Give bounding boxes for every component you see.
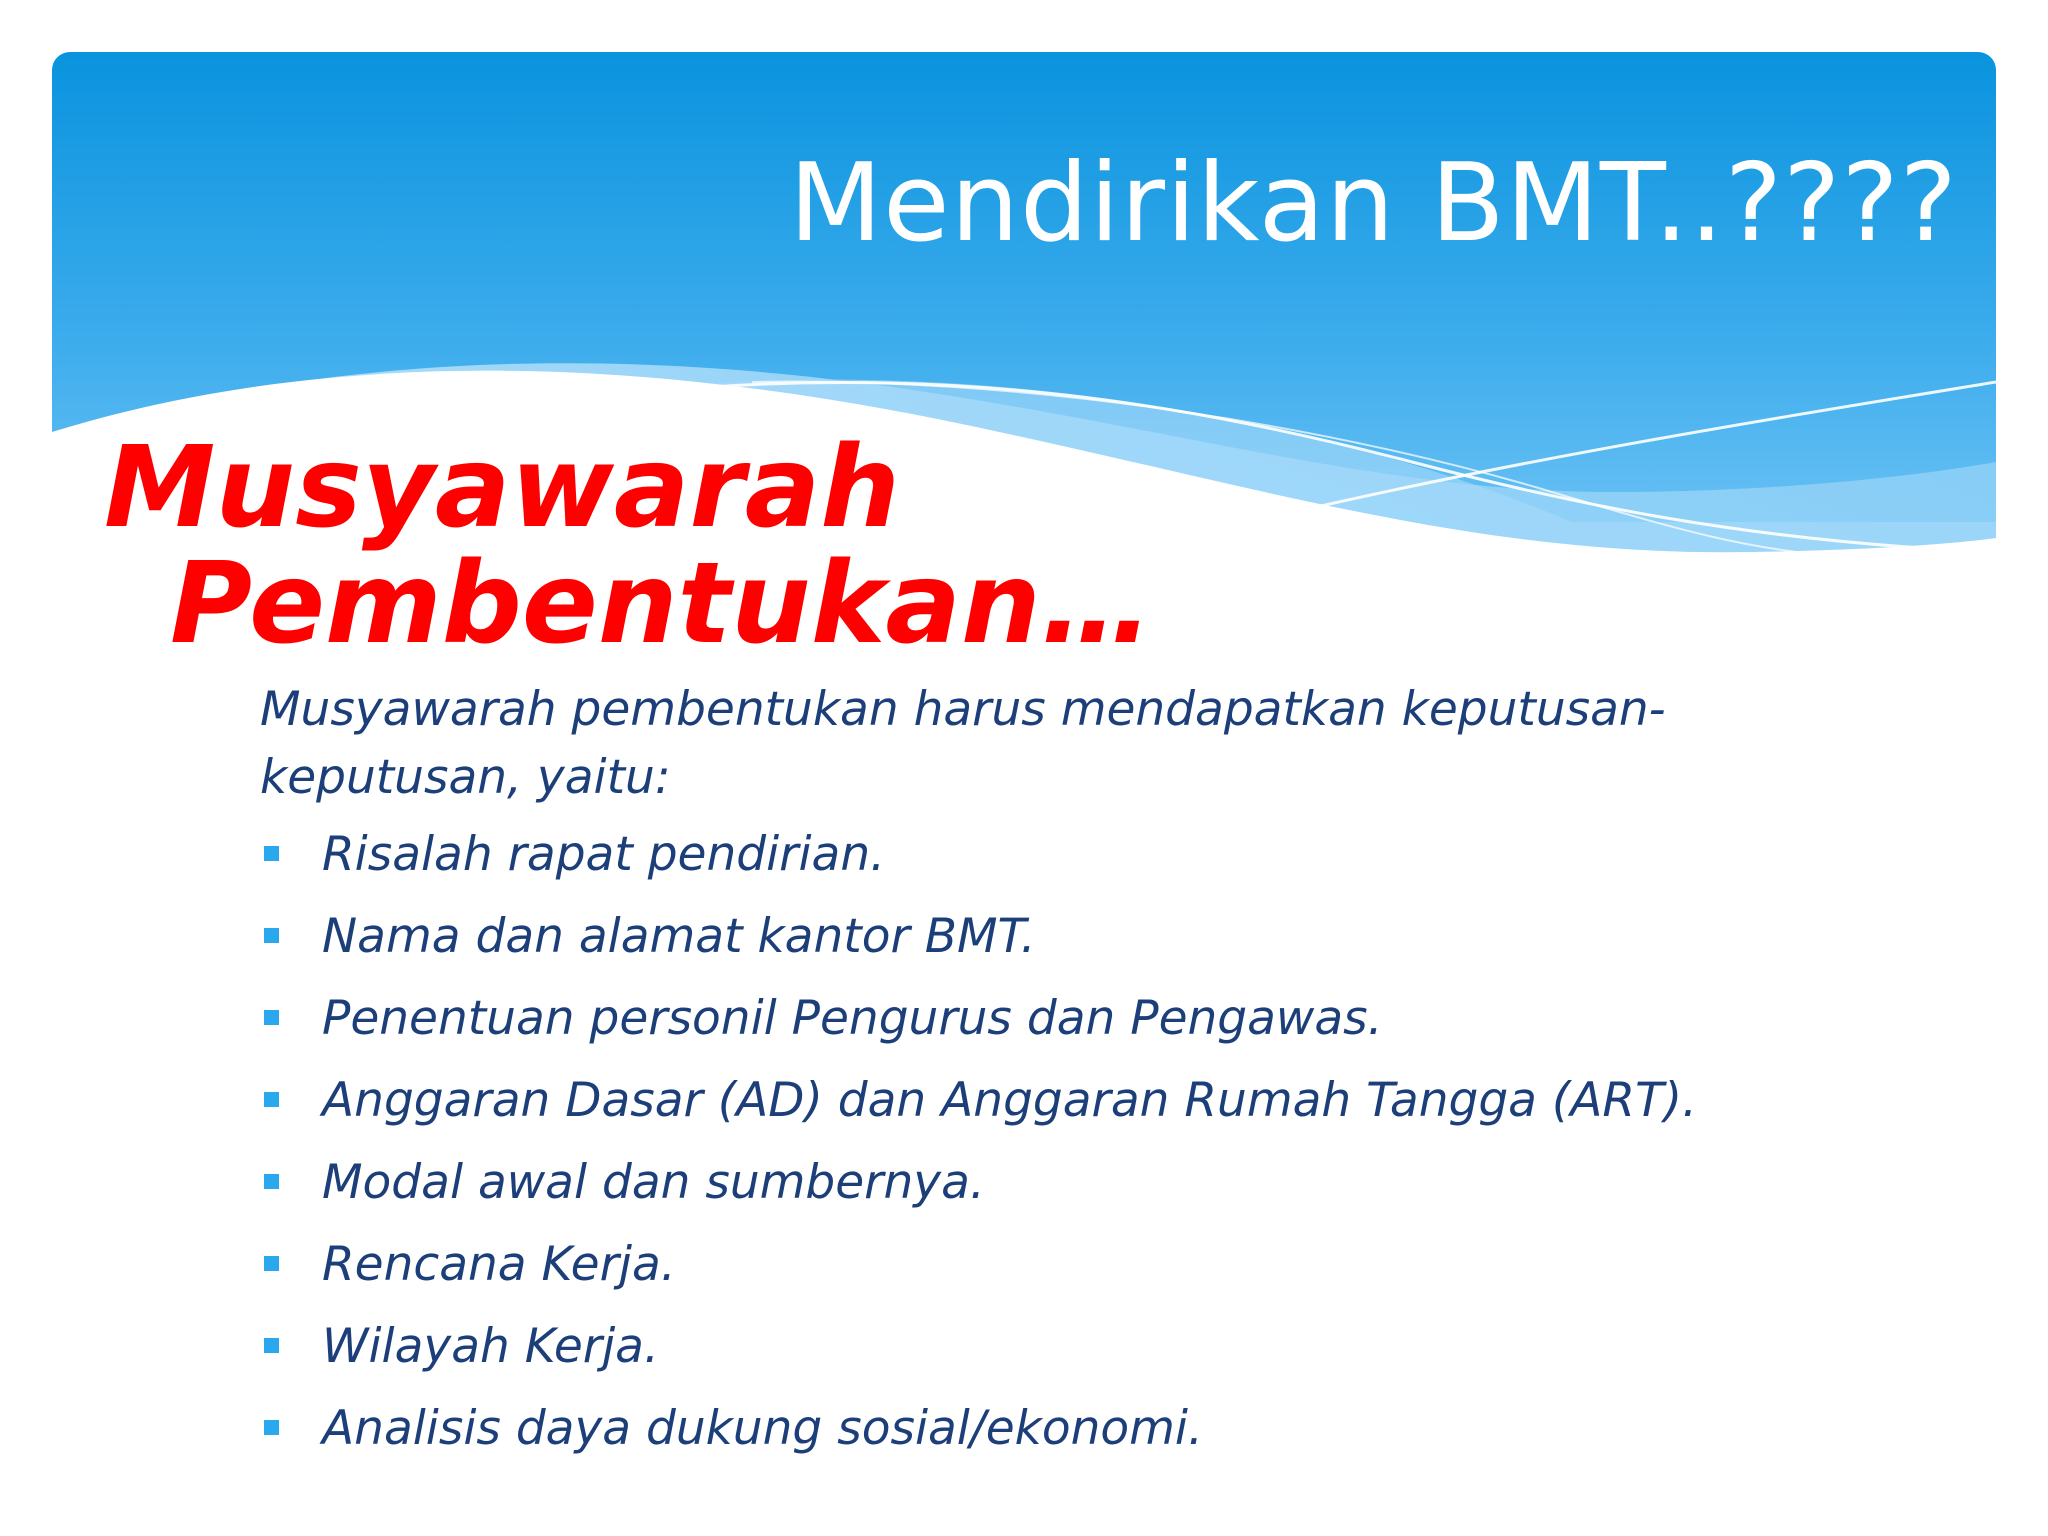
square-bullet-icon: [264, 846, 279, 861]
square-bullet-icon: [264, 1338, 279, 1353]
section-heading-line-1: Musyawarah: [104, 423, 901, 553]
list-item-text: Modal awal dan sumbernya.: [322, 1155, 985, 1210]
square-bullet-icon: [264, 1092, 279, 1107]
list-item-text: Penentuan personil Pengurus dan Pengawas.: [322, 991, 1383, 1046]
list-item-text: Rencana Kerja.: [322, 1237, 676, 1292]
list-item: [262, 1066, 1697, 1148]
square-bullet-icon: [264, 1174, 279, 1189]
list-item: [262, 820, 1697, 902]
decision-list: [262, 820, 1697, 1476]
square-bullet-icon: [264, 928, 279, 943]
list-item: [262, 1148, 1697, 1230]
square-bullet-icon: [264, 1420, 279, 1435]
list-item-text: Nama dan alamat kantor BMT.: [322, 909, 1036, 964]
section-heading-line-2: Pembentukan…: [170, 539, 1153, 669]
list-item-text: Wilayah Kerja.: [322, 1319, 659, 1374]
list-item: [262, 1230, 1697, 1312]
slide-title: Mendirikan BMT..????: [788, 141, 1958, 266]
list-item: [262, 984, 1697, 1066]
list-item-text: Risalah rapat pendirian.: [322, 827, 886, 882]
list-item-text: Analisis daya dukung sosial/ekonomi.: [322, 1401, 1203, 1456]
square-bullet-icon: [264, 1256, 279, 1271]
list-item: [262, 1394, 1697, 1476]
list-item: [262, 1312, 1697, 1394]
intro-text: Musyawarah pembentukan harus mendapatkan keputusan-keputusan, yaitu:: [260, 682, 1666, 805]
list-item: [262, 902, 1697, 984]
square-bullet-icon: [264, 1010, 279, 1025]
list-item-text: Anggaran Dasar (AD) dan Anggaran Rumah Tangga (ART).: [322, 1073, 1698, 1128]
section-heading: [104, 423, 1153, 669]
